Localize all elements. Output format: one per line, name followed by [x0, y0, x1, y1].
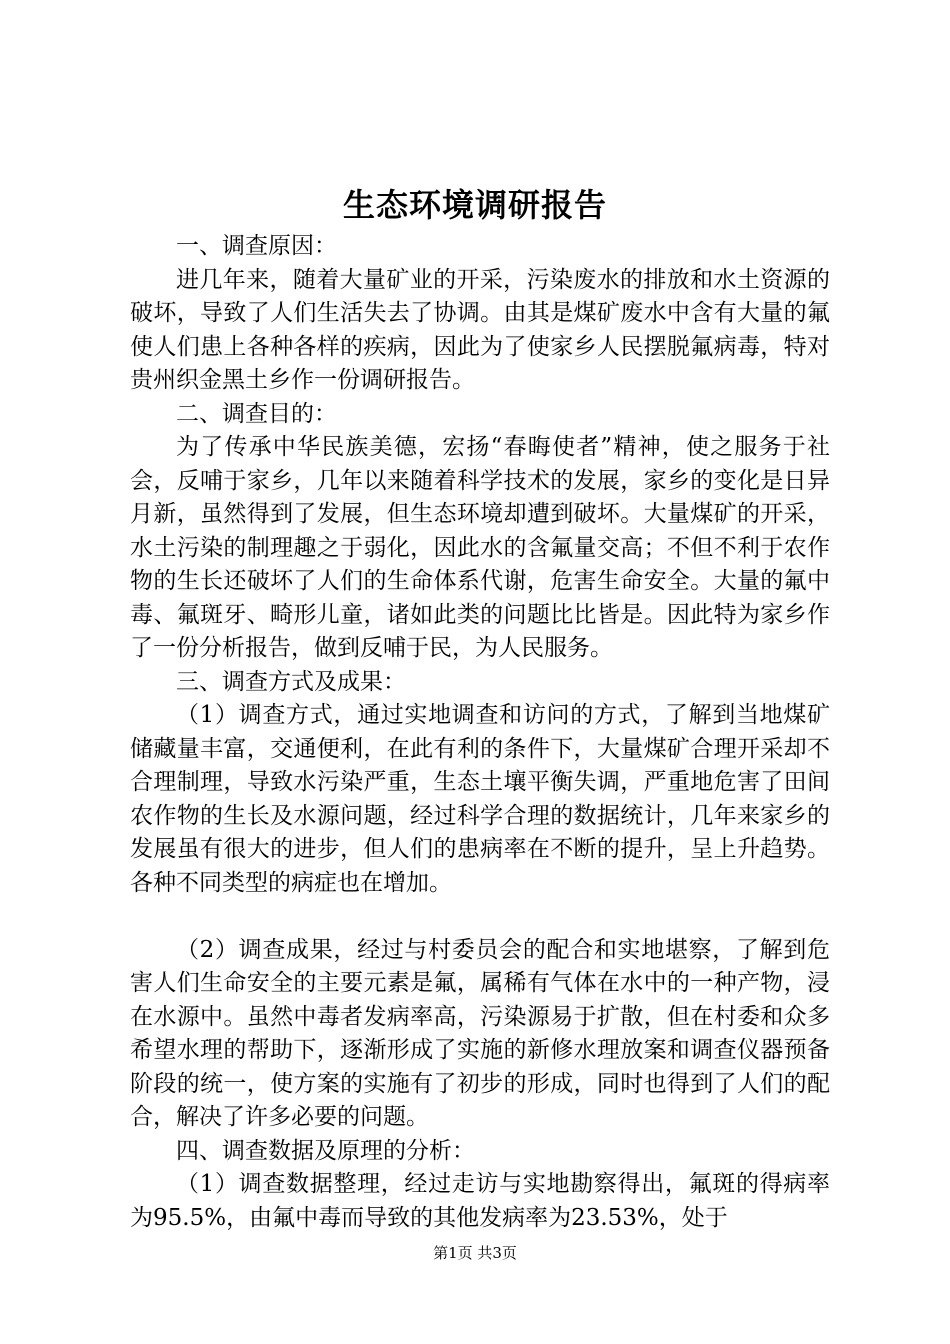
- page-footer: 第1页 共3页: [433, 1244, 517, 1262]
- paragraph-method-1: （1）调查方式，通过实地调查和访问的方式，了解到当地煤矿储藏量丰富，交通便利，在此有利的条件下，大量煤矿合理开采却不合理制理，导致水污染严重，生态土壤平衡失调，严重地危害了田间农作物的生长及水源问题，经过科学合理的数据统计，几年来家乡的发展虽有很大的进步，但人们的患病率在不断的提升，呈上升趋势。各种不同类型的病症也在增加。: [130, 702, 830, 896]
- paragraph-method-2: （2）调查成果，经过与村委员会的配合和实地堪察，了解到危害人们生命安全的主要元素是氟，属稀有气体在水中的一种产物，浸在水源中。虽然中毒者发病率高，污染源易于扩散，但在村委和众多希望水理的帮助下，逐渐形成了实施的新修水理放案和调查仪器预备阶段的统一，使方案的实施有了初步的形成，同时也得到了人们的配合，解决了许多必要的问题。: [130, 936, 830, 1130]
- section-heading-analysis: 四、调查数据及原理的分析：: [176, 1137, 475, 1164]
- document-title: 生态环境调研报告: [342, 186, 607, 224]
- paragraph-purpose: 为了传承中华民族美德，宏扬“春晦使者”精神，使之服务于社会，反哺于家乡，几年以来随着科学技术的发展，家乡的变化是日异月新，虽然得到了发展，但生态环境却遭到破坏。大量煤矿的开采，水土污染的制理趣之于弱化，因此水的含氟量交高；不但不利于农作物的生长还破坏了人们的生命体系代谢，危害生命安全。大量的氟中毒、氟斑牙、畸形儿童，诸如此类的问题比比皆是。因此特为家乡作了一份分析报告，做到反哺于民，为人民服务。: [130, 434, 830, 661]
- section-heading-purpose: 二、调查目的：: [176, 400, 337, 427]
- section-heading-method: 三、调查方式及成果：: [176, 668, 406, 695]
- blank-line: [130, 900, 830, 934]
- section-heading-reason: 一、调查原因：: [176, 233, 337, 259]
- document-body: [130, 230, 830, 1235]
- paragraph-reason: 进几年来，随着大量矿业的开采，污染废水的排放和水土资源的破坏，导致了人们生活失去了协调。由其是煤矿废水中含有大量的氟使人们患上各种各样的疾病，因此为了使家乡人民摆脱氟病毒，特对贵州织金黑土乡作一份调研报告。: [130, 266, 830, 393]
- paragraph-analysis-1: （1）调查数据整理，经过走访与实地勘察得出，氟斑的得病率为95.5%，由氟中毒而导致的其他发病率为23.53%，处于: [130, 1171, 830, 1231]
